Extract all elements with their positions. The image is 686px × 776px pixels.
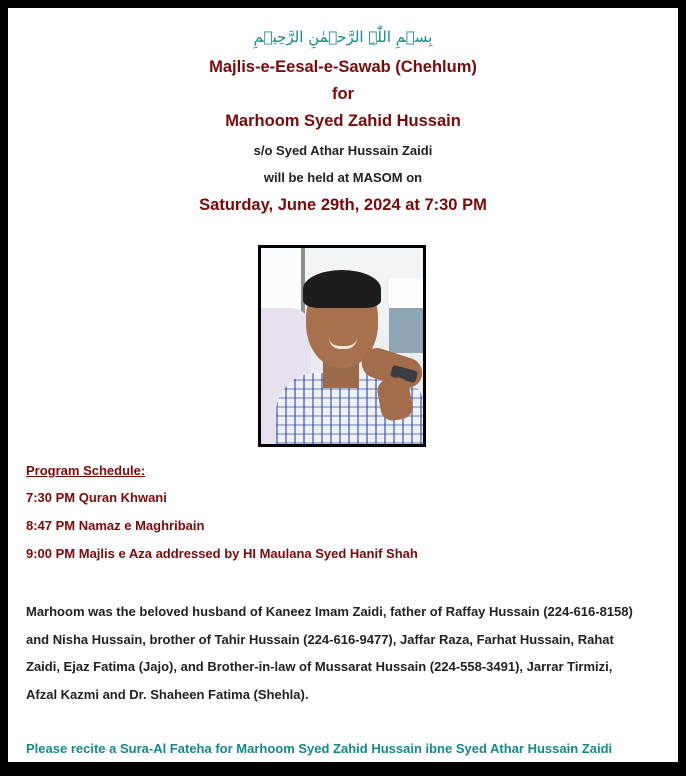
photo-background-window — [389, 278, 423, 308]
son-of-text: s/o Syed Athar Hussain Zaidi — [253, 143, 433, 158]
event-date: Saturday, June 29th, 2024 at 7:30 PM — [199, 196, 487, 214]
schedule-item: 9:00 PM Majlis e Aza addressed by HI Maulana Syed Hanif Shah — [26, 546, 418, 561]
schedule-item: 8:47 PM Namaz e Maghribain — [26, 518, 205, 533]
bismillah-text: بِسۡمِ اللّٰہِ الرَّحۡمٰنِ الرَّحِیۡمِ — [253, 28, 433, 46]
announcement-page — [8, 8, 678, 762]
photo-background-water — [389, 308, 423, 353]
schedule-heading: Program Schedule: — [26, 463, 146, 478]
photo-hair — [303, 270, 381, 308]
bio-line: and Nisha Hussain, brother of Tahir Hussain (224-616-9477), Jaffar Raza, Farhat Hussain, Rahat — [26, 631, 614, 647]
event-title: Majlis-e-Eesal-e-Sawab (Chehlum) — [209, 58, 477, 76]
bio-line: Marhoom was the beloved husband of Kaneez Imam Zaidi, father of Raffay Hussain (224-616-8158) — [26, 604, 633, 619]
fateha-request: Please recite a Sura-Al Fateha for Marhoom Syed Zahid Hussain ibne Syed Athar Hussain Zaidi — [26, 741, 613, 756]
portrait-photo — [258, 245, 426, 447]
bio-paragraph — [26, 598, 666, 708]
venue-text: will be held at MASOM on — [263, 170, 423, 185]
schedule-item: 7:30 PM Quran Khwani — [26, 490, 167, 505]
bio-line: Afzal Kazmi and Dr. Shaheen Fatima (Shehla). — [26, 686, 309, 702]
for-text: for — [332, 85, 354, 103]
deceased-name: Marhoom Syed Zahid Hussain — [225, 112, 461, 130]
bio-line: Zaidi, Ejaz Fatima (Jajo), and Brother-in-law of Mussarat Hussain (224-558-3491), Jarrar Tirmizi, — [26, 659, 613, 674]
